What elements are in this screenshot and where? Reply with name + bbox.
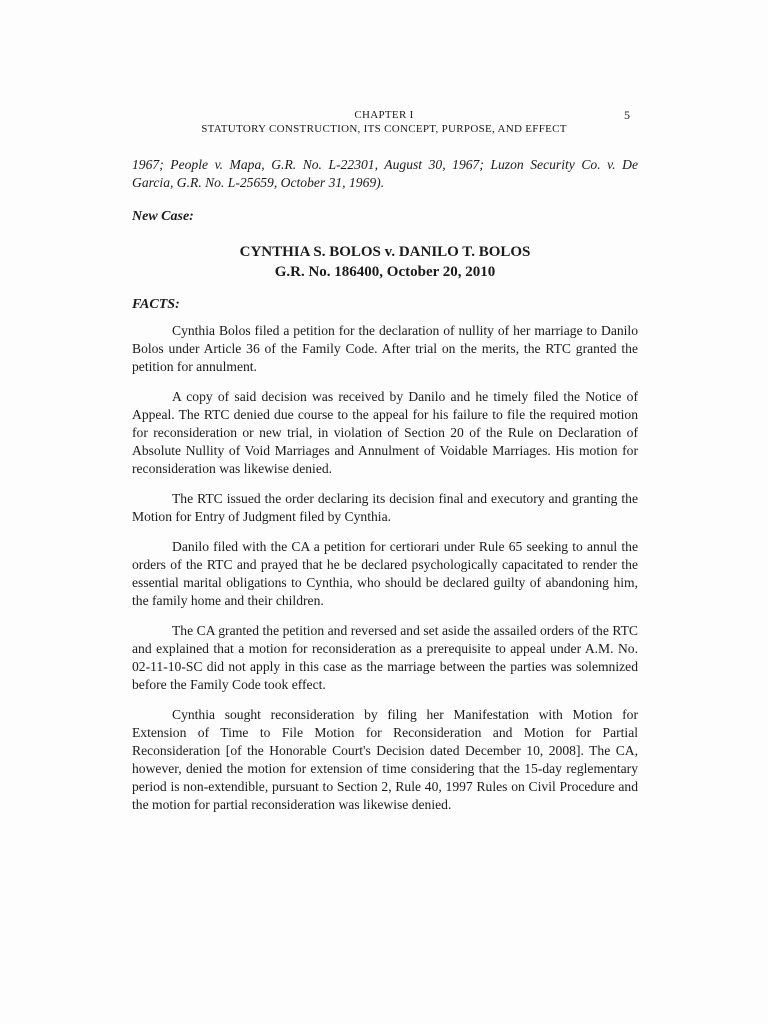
facts-paragraph: Cynthia sought reconsideration by filing her Manifestation with Motion for Extension of Time to File Motion for Reconsideration and Motion for Partial Reconsideration [of the Honorable Court's Decision dated December 10, 2008]. The CA, however, denied the motion for extension of time considering that the 15-day reglementary period is non-extendible, pursuant to Section 2, Rule 40, 1997 Rules on Civil Procedure and the motion for partial reconsideration was likewise denied. (132, 707, 638, 812)
chapter-title: STATUTORY CONSTRUCTION, ITS CONCEPT, PURPOSE, AND EFFECT (201, 123, 567, 135)
page-number: 5 (624, 108, 630, 122)
facts-paragraph: Cynthia Bolos filed a petition for the declaration of nullity of her marriage to Danilo Bolos under Article 36 of the Family Code. After trial on the merits, the RTC granted the petition for annulment. (132, 323, 638, 374)
facts-paragraph: The CA granted the petition and reversed and set aside the assailed orders of the RTC and explained that a motion for reconsideration as a prerequisite to appeal under A.M. No. 02-11-10-SC did not apply in this case as the marriage between the parties was solemnized before the Family Code took effect. (132, 623, 638, 692)
citation-continuation: 1967; People v. Mapa, G.R. No. L-22301, August 30, 1967; Luzon Security Co. v. De Garcia, G.R. No. L-25659, October 31, 1969). (132, 157, 638, 190)
case-gr-number: G.R. No. 186400, October 20, 2010 (274, 264, 496, 280)
page-body (132, 156, 638, 826)
facts-paragraph: A copy of said decision was received by Danilo and he timely filed the Notice of Appeal. The RTC denied due course to the appeal for his failure to file the required motion for reconsideration or new trial, in violation of Section 20 of the Rule on Declaration of Absolute Nullity of Void Marriages and Annulment of Voidable Marriages. His motion for reconsideration was likewise denied. (132, 389, 638, 476)
case-title (132, 242, 638, 282)
facts-paragraph: Danilo filed with the CA a petition for certiorari under Rule 65 seeking to annul the orders of the RTC and prayed that he be declared psychologically capacitated to render the essential marital obligations to Cynthia, who should be declared guilty of abandoning him, the family home and their children. (132, 539, 638, 608)
facts-paragraph: The RTC issued the order declaring its decision final and executory and granting the Motion for Entry of Judgment filed by Cynthia. (132, 491, 638, 524)
facts-heading: FACTS: (132, 297, 180, 312)
running-header (0, 108, 768, 136)
new-case-label: New Case: (132, 209, 194, 224)
case-parties: CYNTHIA S. BOLOS v. DANILO T. BOLOS (239, 244, 531, 260)
chapter-label: CHAPTER I (354, 109, 414, 121)
